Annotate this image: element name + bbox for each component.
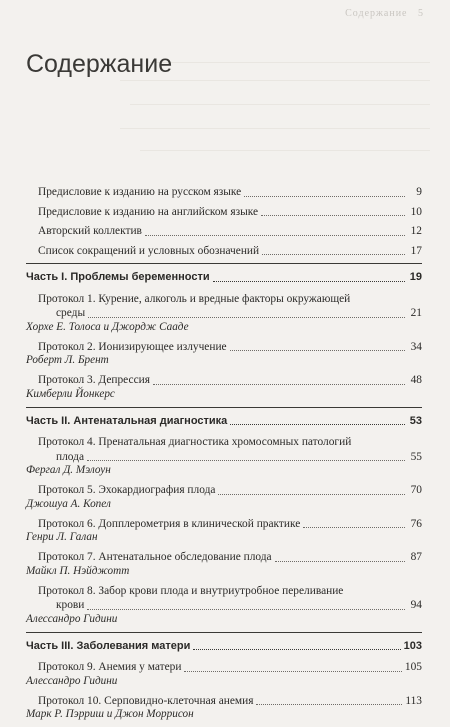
protocol-page: 105 [404,661,422,673]
dot-leader [261,215,405,216]
protocol-title-line1: Протокол 1. Курение, алкоголь и вредные факторы окружающей [38,292,351,305]
part-page: 19 [409,271,422,283]
protocol-title: Протокол 7. Антенатальное обследование плода [38,551,272,563]
protocol-page: 113 [405,694,422,707]
protocol-title-line1: Протокол 4. Пренатальная диагностика хромосомных патологий [38,436,352,448]
toc-protocol[interactable] [26,292,422,334]
dot-leader [230,350,405,351]
protocol-author: Роберт Л. Брент [26,354,109,366]
dot-leader [87,460,405,461]
dot-leader [303,527,405,528]
toc-entry-page: 17 [410,244,422,257]
protocol-page: 94 [410,599,422,611]
bleed-through [120,80,430,81]
dot-leader [275,561,405,562]
protocol-author: Фергал Д. Мэлоун [26,464,111,476]
protocol-page: 34 [410,340,422,353]
protocol-title: Протокол 5. Эхокардиография плода [38,484,216,496]
protocol-author: Генри Л. Галан [26,531,98,543]
protocol-page: 21 [410,307,422,319]
protocol-author: Джошуа А. Копел [26,497,111,510]
protocol-title-line2: среды [56,307,86,319]
part-label: Часть III. Заболевания матери [26,639,191,652]
protocol-author: Алессандро Гидини [26,674,118,687]
dot-leader [230,424,405,425]
toc-protocol[interactable] [26,483,422,511]
page-number: 5 [418,8,424,19]
toc-protocol[interactable] [26,340,422,368]
protocol-author: Алессандро Гидини [26,612,118,625]
toc-entry[interactable] [38,244,422,259]
protocol-title: Протокол 3. Депрессия [38,374,150,386]
protocol-title: Протокол 6. Допплерометрия в клинической практике [38,517,301,530]
part-page: 103 [403,639,422,652]
part-label: Часть I. Проблемы беременности [26,271,210,283]
running-header [345,8,424,19]
protocol-page: 48 [410,374,422,386]
protocol-author: Марк Р. Пэрриш и Джон Моррисон [26,708,194,720]
dot-leader [262,254,405,255]
toc-entry-label: Список сокращений и условных обозначений [38,244,260,257]
protocol-title-line2: плода [56,450,84,463]
dot-leader [213,281,405,282]
protocol-author: Майкл П. Нэйджотт [26,564,130,577]
toc-entry-label: Предисловие к изданию на русском языке [38,186,242,198]
toc-entry[interactable] [38,224,422,239]
protocol-page: 70 [410,484,422,496]
toc-protocol[interactable] [26,435,422,477]
dot-leader [256,704,402,705]
toc-protocol[interactable] [26,694,422,722]
toc-entry[interactable] [38,185,422,200]
bleed-through [140,150,430,151]
part-page: 53 [409,414,422,427]
dot-leader [88,317,405,318]
toc-protocol[interactable] [26,373,422,401]
protocol-title-line2: крови [56,599,85,611]
dot-leader [193,649,400,650]
toc-entry-page: 9 [416,186,422,198]
toc-protocol[interactable] [26,584,422,626]
protocol-page: 87 [410,551,422,563]
toc-protocol[interactable] [26,660,422,688]
bleed-through [130,104,430,105]
dot-leader [218,494,405,495]
protocol-title: Протокол 9. Анемия у матери [38,661,182,673]
toc-entry-label: Предисловие к изданию на английском языке [38,205,259,218]
dot-leader [87,609,405,610]
bleed-through [120,128,430,129]
toc-part-heading[interactable] [26,408,422,429]
dot-leader [145,235,405,236]
toc-entry-page: 10 [410,205,422,218]
protocol-page: 55 [410,450,422,463]
dot-leader [184,671,401,672]
toc-part-heading[interactable] [26,633,422,654]
protocol-title: Протокол 10. Серповидно-клеточная анемия [38,694,254,707]
protocol-title-line1: Протокол 8. Забор крови плода и внутриутробное переливание [38,584,344,597]
toc-part-heading[interactable] [26,264,422,285]
page-title: Содержание [26,50,173,78]
toc-entry-page: 12 [410,225,422,237]
protocol-author: Кимберли Йонкерс [26,387,115,400]
protocol-title: Протокол 2. Ионизирующее излучение [38,340,227,353]
dot-leader [153,384,405,385]
running-title: Содержание [345,8,408,19]
toc-entry-label: Авторский коллектив [38,225,142,237]
part-label: Часть II. Антенатальная диагностика [26,414,228,427]
toc-entry[interactable] [38,205,422,220]
table-of-contents [26,185,422,727]
protocol-author: Хорхе Е. Толоса и Джордж Сааде [26,320,189,333]
toc-protocol[interactable] [26,550,422,578]
toc-protocol[interactable] [26,517,422,545]
bleed-through [150,62,430,63]
protocol-page: 76 [410,517,422,530]
dot-leader [244,196,405,197]
